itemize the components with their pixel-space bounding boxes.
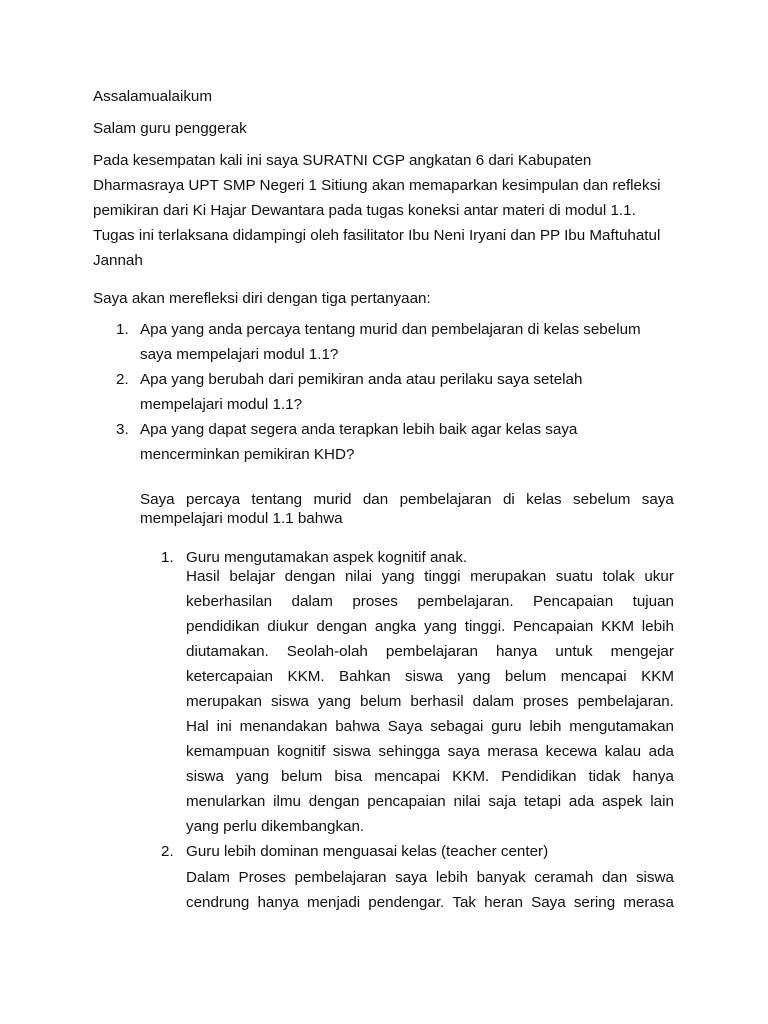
greeting-text: Assalamualaikum (93, 88, 213, 105)
reflect-intro-text: Saya akan merefleksi diri dengan tiga pertanyaan: (93, 290, 431, 307)
point-heading: Guru lebih dominan menguasai kelas (teacher center) (186, 843, 549, 860)
point-body-line: Hal ini menandakan bahwa Saya sebagai guru lebih mengutamakan (186, 718, 674, 735)
question-number: 3. (116, 421, 129, 438)
intro-line: Dharmasraya UPT SMP Negeri 1 Sitiung akan memaparkan kesimpulan dan refleksi (93, 177, 661, 194)
point-body-line: Hasil belajar dengan nilai yang tinggi merupakan suatu tolak ukur (186, 568, 674, 585)
point-body-line: keberhasilan dalam proses pembelajaran. Pencapaian tujuan (186, 593, 674, 610)
point-body-line: yang perlu dikembangkan. (186, 818, 365, 835)
point-number: 1. (161, 549, 174, 566)
belief-line: mempelajari modul 1.1 bahwa (140, 510, 343, 527)
intro-line: Tugas ini terlaksana didampingi oleh fasilitator Ibu Neni Iryani dan PP Ibu Maftuhatul (93, 227, 661, 244)
question-line: saya mempelajari modul 1.1? (140, 346, 339, 363)
point-body-line: siswa yang belum bisa mencapai KKM. Pendidikan tidak hanya (186, 768, 674, 785)
question-line: Apa yang berubah dari pemikiran anda atau perilaku saya setelah (140, 371, 583, 388)
salam-text: Salam guru penggerak (93, 120, 247, 137)
point-body-line: cendrung hanya menjadi pendengar. Tak heran Saya sering merasa (186, 894, 674, 911)
intro-line: pemikiran dari Ki Hajar Dewantara pada tugas koneksi antar materi di modul 1.1. (93, 202, 636, 219)
question-line: mempelajari modul 1.1? (140, 396, 303, 413)
point-number: 2. (161, 843, 174, 860)
point-body-line: Dalam Proses pembelajaran saya lebih banyak ceramah dan siswa (186, 869, 674, 886)
point-heading: Guru mengutamakan aspek kognitif anak. (186, 549, 468, 566)
question-number: 2. (116, 371, 129, 388)
intro-line: Pada kesempatan kali ini saya SURATNI CGP angkatan 6 dari Kabupaten (93, 152, 592, 169)
point-body-line: kemampuan kognitif siswa sehingga saya merasa kecewa kalau ada (186, 743, 674, 760)
question-line: mencerminkan pemikiran KHD? (140, 446, 355, 463)
question-number: 1. (116, 321, 129, 338)
intro-line: Jannah (93, 252, 143, 269)
point-body-line: menularkan ilmu dengan pencapaian nilai saja tetapi ada aspek lain (186, 793, 674, 810)
point-body-line: diutamakan. Seolah-olah pembelajaran hanya untuk mengejar (186, 643, 674, 660)
question-line: Apa yang anda percaya tentang murid dan pembelajaran di kelas sebelum (140, 321, 641, 338)
belief-line: Saya percaya tentang murid dan pembelajaran di kelas sebelum saya (140, 491, 674, 508)
point-body-line: merupakan siswa yang belum berhasil dalam proses pembelajaran. (186, 693, 674, 710)
point-body-line: pendidikan diukur dengan angka yang tinggi. Pencapaian KKM lebih (186, 618, 674, 635)
point-body-line: ketercapaian KKM. Bahkan siswa yang belum mencapai KKM (186, 668, 674, 685)
question-line: Apa yang dapat segera anda terapkan lebih baik agar kelas saya (140, 421, 578, 438)
